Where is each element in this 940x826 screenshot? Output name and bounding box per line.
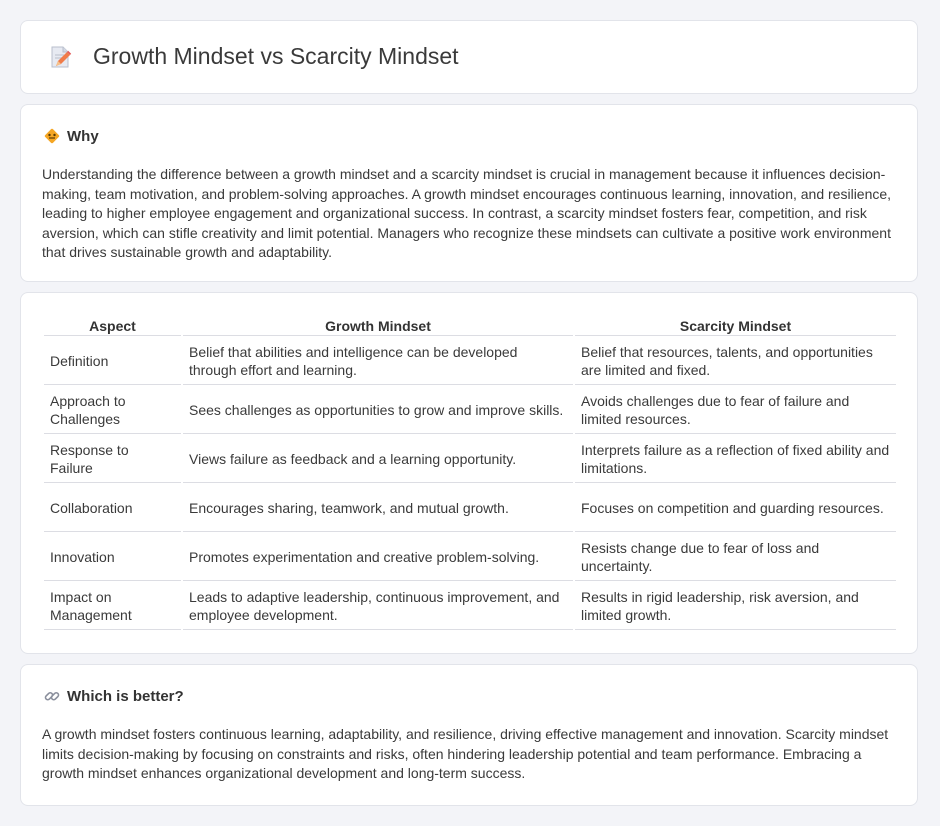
table-row xyxy=(44,583,896,630)
better-heading: Which is better? xyxy=(67,687,184,705)
scarcity-cell: Resists change due to fear of loss and uncertainty. xyxy=(575,534,896,581)
scarcity-cell: Results in rigid leadership, risk aversion, and limited growth. xyxy=(575,583,896,630)
growth-cell: Views failure as feedback and a learning opportunity. xyxy=(183,436,573,483)
table-header-row xyxy=(44,317,896,336)
table-row xyxy=(44,387,896,434)
aspect-cell: Collaboration xyxy=(44,485,181,532)
why-text: Understanding the difference between a growth mindset and a scarcity mindset is crucial in management because it influences decision-making, team motivation, and problem-solving approaches. A growth mindset encourages continuous learning, innovation, and resilience, leading to higher employee engagement and organizational success. In contrast, a scarcity mindset fosters fear, competition, and risk aversion, which can stifle creativity and limit potential. Managers who recognize these mindsets can cultivate a positive work environment that drives sustainable growth and adaptability. xyxy=(42,166,892,261)
table-row xyxy=(44,485,896,532)
growth-cell: Encourages sharing, teamwork, and mutual growth. xyxy=(183,485,573,532)
better-header xyxy=(43,687,184,705)
why-header xyxy=(43,127,99,145)
document-pencil-icon xyxy=(47,44,73,70)
header-growth: Growth Mindset xyxy=(183,317,573,336)
scarcity-cell: Focuses on competition and guarding resources. xyxy=(575,485,896,532)
link-icon xyxy=(43,687,61,705)
table-row xyxy=(44,338,896,385)
why-heading: Why xyxy=(67,127,99,145)
header-scarcity: Scarcity Mindset xyxy=(575,317,896,336)
comparison-card xyxy=(20,292,918,654)
scarcity-cell: Interprets failure as a reflection of fixed ability and limitations. xyxy=(575,436,896,483)
title-row xyxy=(47,43,459,70)
scarcity-cell: Belief that resources, talents, and opportunities are limited and fixed. xyxy=(575,338,896,385)
table-row xyxy=(44,534,896,581)
aspect-cell: Innovation xyxy=(44,534,181,581)
table-row xyxy=(44,436,896,483)
better-text: A growth mindset fosters continuous learning, adaptability, and resilience, driving effective management and innovation. Scarcity mindset limits decision-making by focusing on constraints and risks, often hindering leadership potential and team performance. Embracing a growth mindset enhances organizational development and long-term success. xyxy=(42,726,889,782)
growth-cell: Promotes experimentation and creative problem-solving. xyxy=(183,534,573,581)
aspect-cell: Response to Failure xyxy=(44,436,181,483)
page-title: Growth Mindset vs Scarcity Mindset xyxy=(93,43,459,69)
aspect-cell: Approach to Challenges xyxy=(44,387,181,434)
diamond-sign-icon xyxy=(43,127,61,145)
title-card xyxy=(20,20,918,94)
growth-cell: Leads to adaptive leadership, continuous improvement, and employee development. xyxy=(183,583,573,630)
comparison-table xyxy=(42,315,898,632)
better-card xyxy=(20,664,918,806)
growth-cell: Sees challenges as opportunities to grow and improve skills. xyxy=(183,387,573,434)
scarcity-cell: Avoids challenges due to fear of failure and limited resources. xyxy=(575,387,896,434)
aspect-cell: Definition xyxy=(44,338,181,385)
growth-cell: Belief that abilities and intelligence can be developed through effort and learning. xyxy=(183,338,573,385)
aspect-cell: Impact on Management xyxy=(44,583,181,630)
why-card xyxy=(20,104,918,282)
header-aspect: Aspect xyxy=(44,317,181,336)
